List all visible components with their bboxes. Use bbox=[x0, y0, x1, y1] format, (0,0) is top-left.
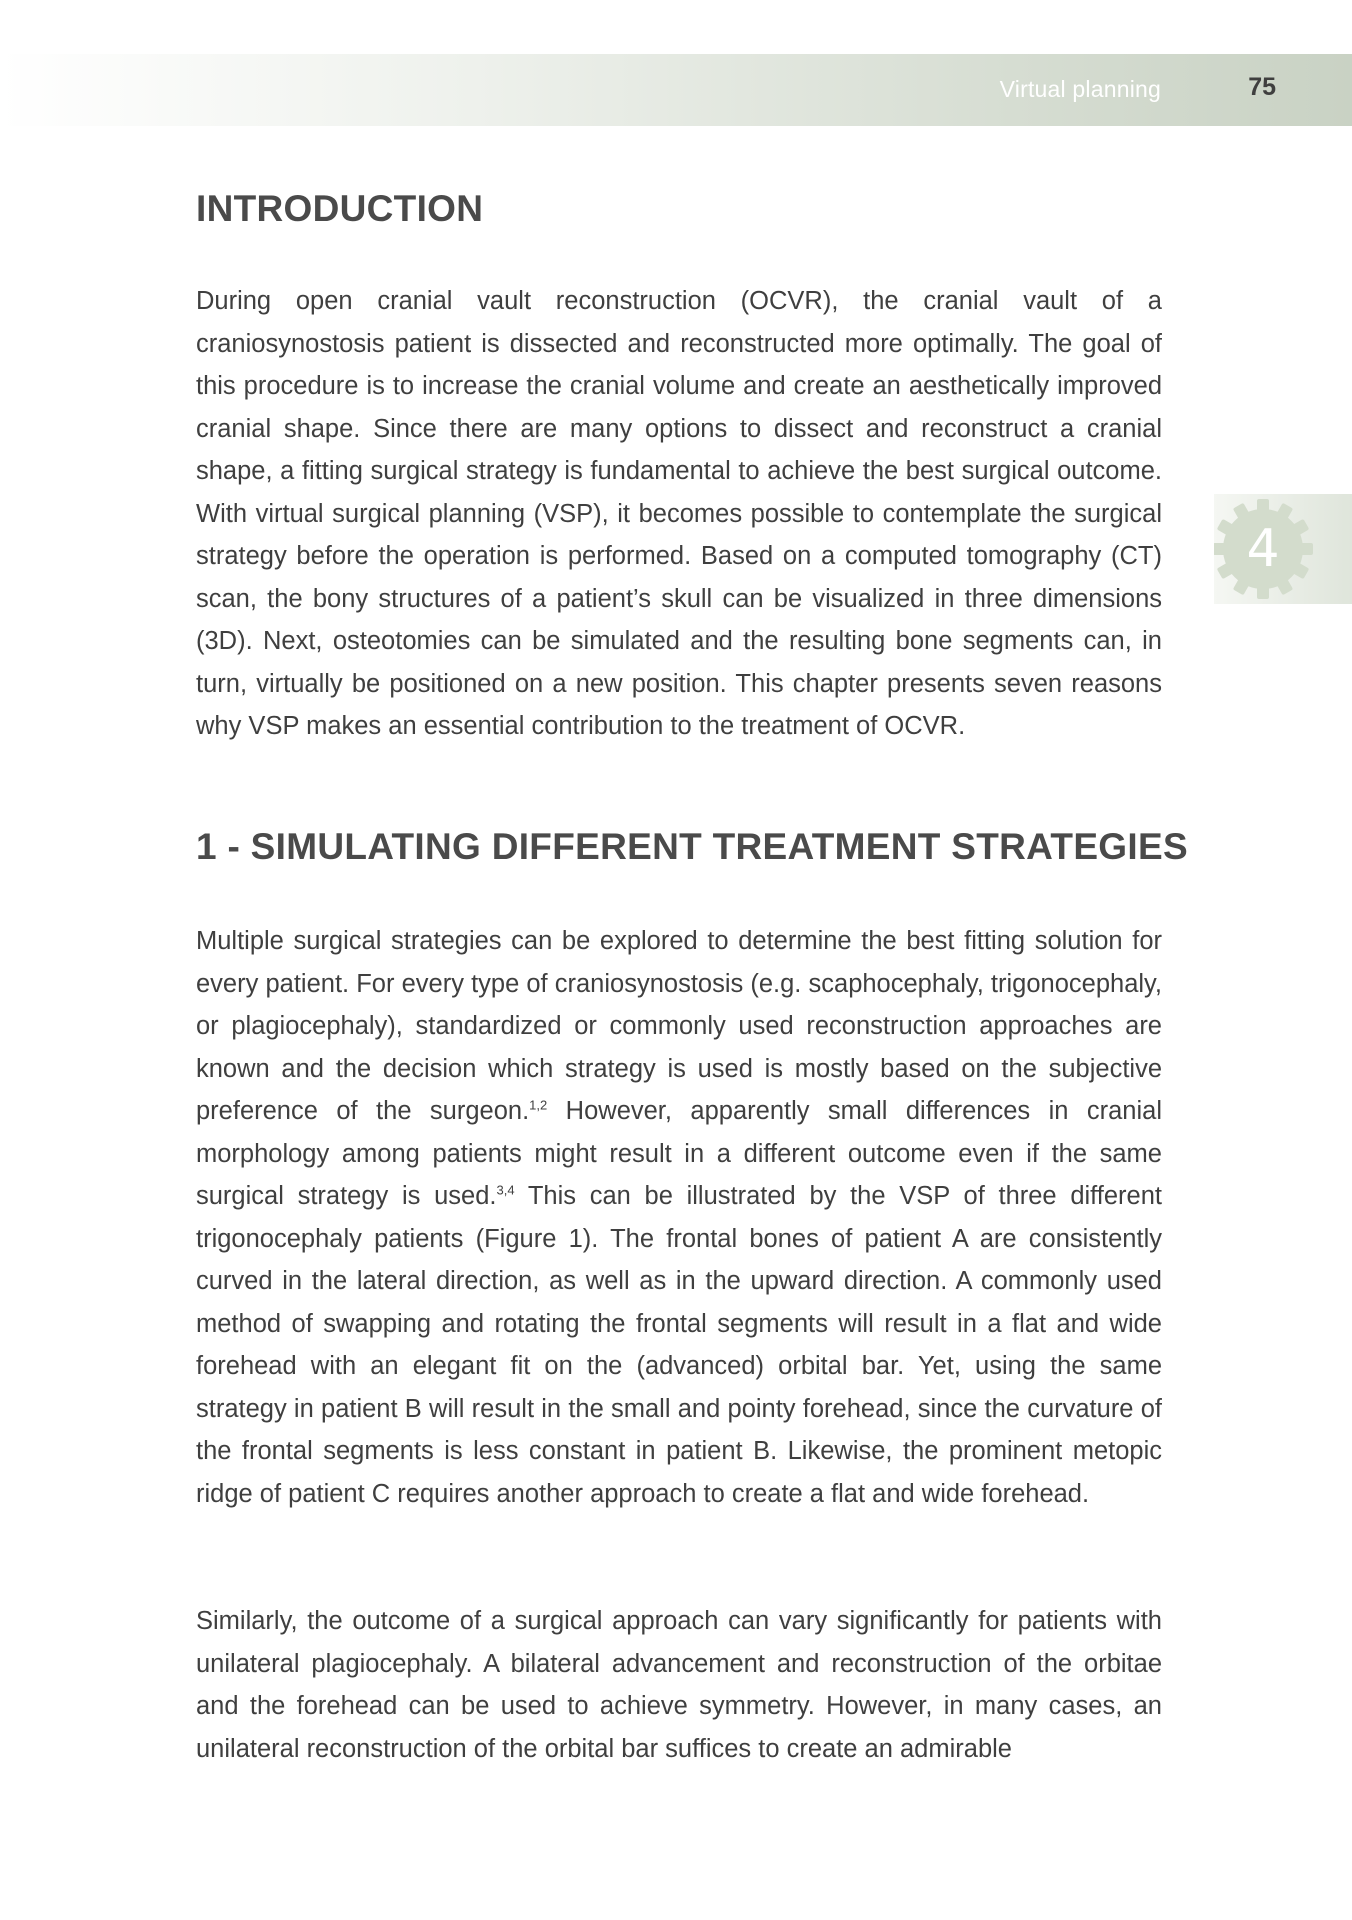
section1-paragraph-1 bbox=[196, 920, 1162, 1515]
introduction-paragraph: During open cranial vault reconstruction (OCVR), the cranial vault of a craniosynostosis patient is dissected and reconstructed more optimally. The goal of this procedure is to increase the cranial volume and create an aesthetically improved cranial shape. Since there are many options to dissect and reconstruct a cranial shape, a fitting surgical strategy is fundamental to achieve the best surgical outcome. With virtual surgical planning (VSP), it becomes possible to contemplate the surgical strategy before the operation is performed. Based on a computed tomography (CT) scan, the bony structures of a patient’s skull can be visualized in three dimensions (3D). Next, osteotomies can be simulated and the resulting bone segments can, in turn, virtually be positioned on a new position. This chapter presents seven reasons why VSP makes an essential contribution to the treatment of OCVR. bbox=[196, 287, 1162, 740]
citation-reference: 3,4 bbox=[496, 1182, 515, 1198]
section-heading-simulating-strategies: 1 - SIMULATING DIFFERENT TREATMENT STRATEGIES bbox=[196, 826, 1188, 867]
running-title: Virtual planning bbox=[999, 76, 1161, 102]
section-heading-introduction: INTRODUCTION bbox=[196, 188, 484, 229]
paragraph-text: This can be illustrated by the VSP of three different trigonocephaly patients (Figure 1). The frontal bones of patient A are consistently curved in the lateral direction, as well as in the upward direction. A commonly used method of swapping and rotating the frontal segments will result in a flat and wide forehead with an elegant fit on the (advanced) orbital bar. Yet, using the same strategy in patient B will result in the small and pointy forehead, since the curvature of the frontal segments is less constant in patient B. Likewise, the prominent metopic ridge of patient C requires another approach to create a flat and wide forehead. bbox=[196, 1182, 1162, 1508]
paragraph-text: Multiple surgical strategies can be explored to determine the best fitting solution for every patient. For every type of craniosynostosis (e.g. scaphocephaly, trigonocephaly, or plagiocephaly), standardized or commonly used reconstruction approaches are known and the decision which strategy is used is mostly based on the subjective preference of the surgeon. bbox=[196, 927, 1162, 1125]
paragraph-text: However, apparently small differences in cranial morphology among patients might result in a different outcome even if the same surgical strategy is used. bbox=[196, 1097, 1162, 1210]
citation-reference: 1,2 bbox=[529, 1097, 548, 1113]
chapter-number: 4 bbox=[1246, 519, 1280, 579]
page-number: 75 bbox=[1248, 73, 1276, 101]
section1-paragraph-2: Similarly, the outcome of a surgical approach can vary significantly for patients with unilateral plagiocephaly. A bilateral advancement and reconstruction of the orbitae and the forehead can be used to achieve symmetry. However, in many cases, an unilateral reconstruction of the orbital bar suffices to create an admirable bbox=[196, 1607, 1162, 1763]
